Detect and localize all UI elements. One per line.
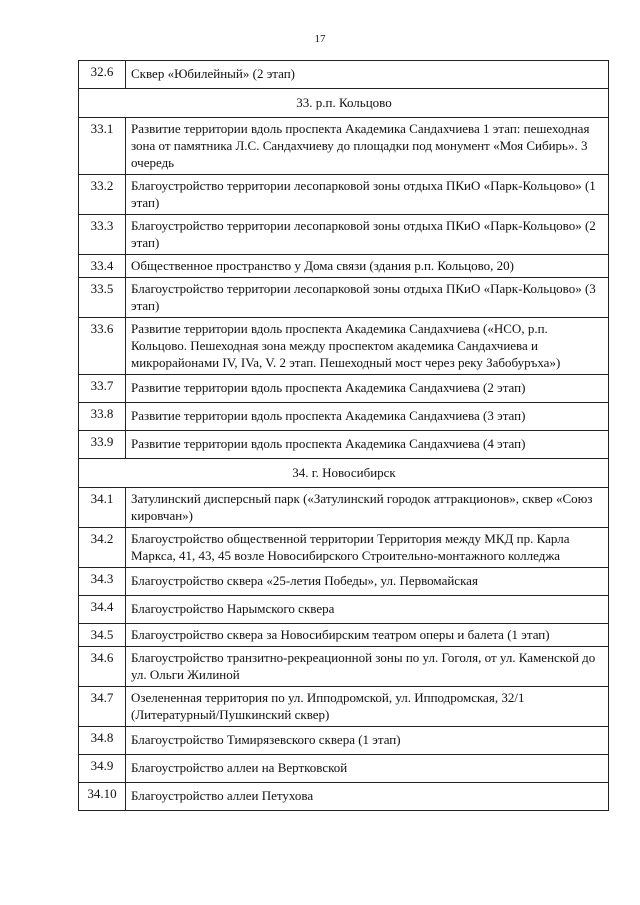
- table-row: [79, 783, 609, 811]
- row-text: Благоустройство сквера «25-летия Победы», ул. Первомайская: [126, 568, 609, 596]
- table-row: [79, 118, 609, 175]
- row-text: Развитие территории вдоль проспекта Академика Сандахчиева (2 этап): [126, 375, 609, 403]
- table-row: [79, 596, 609, 624]
- row-text: Развитие территории вдоль проспекта Академика Сандахчиева 1 этап: пешеходная зона от памятника Л.С. Сандахчиеву до площадки под монумент «Моя Сибирь». 3 очередь: [126, 118, 609, 175]
- section-header-row: [79, 459, 609, 488]
- objects-table: [78, 60, 609, 811]
- row-number: 33.8: [79, 403, 126, 431]
- row-text: Благоустройство аллеи Петухова: [126, 783, 609, 811]
- table-row: [79, 647, 609, 687]
- page-number: 17: [314, 33, 326, 45]
- row-text: Благоустройство Тимирязевского сквера (1 этап): [126, 727, 609, 755]
- row-number: 34.4: [79, 596, 126, 624]
- row-number: 34.5: [79, 624, 126, 647]
- table-row: [79, 175, 609, 215]
- row-number: 34.1: [79, 488, 126, 528]
- row-number: 34.6: [79, 647, 126, 687]
- row-number: 34.9: [79, 755, 126, 783]
- row-number: 34.10: [79, 783, 126, 811]
- row-text: Благоустройство сквера за Новосибирским театром оперы и балета (1 этап): [126, 624, 609, 647]
- table-row: [79, 755, 609, 783]
- table-row: [79, 568, 609, 596]
- table-row: [79, 375, 609, 403]
- row-text: Озелененная территория по ул. Ипподромской, ул. Ипподромская, 32/1 (Литературный/Пушкинский сквер): [126, 687, 609, 727]
- row-number: 33.4: [79, 255, 126, 278]
- row-number: 33.1: [79, 118, 126, 175]
- table-row: [79, 278, 609, 318]
- row-text: Общественное пространство у Дома связи (здания р.п. Кольцово, 20): [126, 255, 609, 278]
- row-text: Сквер «Юбилейный» (2 этап): [126, 61, 609, 89]
- row-number: 33.2: [79, 175, 126, 215]
- row-number: 34.7: [79, 687, 126, 727]
- table-row: [79, 727, 609, 755]
- row-number: 34.2: [79, 528, 126, 568]
- section-title: 34. г. Новосибирск: [79, 459, 609, 488]
- row-number: 33.5: [79, 278, 126, 318]
- row-text: Благоустройство транзитно-рекреационной зоны по ул. Гоголя, от ул. Каменской до ул. Ольги Жилиной: [126, 647, 609, 687]
- table-row: [79, 624, 609, 647]
- table-row: [79, 528, 609, 568]
- row-text: Благоустройство территории лесопарковой зоны отдыха ПКиО «Парк-Кольцово» (3 этап): [126, 278, 609, 318]
- row-text: Благоустройство аллеи на Вертковской: [126, 755, 609, 783]
- table-row: [79, 318, 609, 375]
- row-number: 33.3: [79, 215, 126, 255]
- table-row: [79, 255, 609, 278]
- section-title: 33. р.п. Кольцово: [79, 89, 609, 118]
- table-row: [79, 431, 609, 459]
- row-number: 33.9: [79, 431, 126, 459]
- row-text: Благоустройство общественной территории Территория между МКД пр. Карла Маркса, 41, 43, 45 возле Новосибирского Строительно-монтажного колледжа: [126, 528, 609, 568]
- row-text: Развитие территории вдоль проспекта Академика Сандахчиева (3 этап): [126, 403, 609, 431]
- table-row: [79, 687, 609, 727]
- row-text: Благоустройство территории лесопарковой зоны отдыха ПКиО «Парк-Кольцово» (1 этап): [126, 175, 609, 215]
- row-text: Развитие территории вдоль проспекта Академика Сандахчиева (4 этап): [126, 431, 609, 459]
- table-row: [79, 215, 609, 255]
- row-number: 32.6: [79, 61, 126, 89]
- row-text: Благоустройство Нарымского сквера: [126, 596, 609, 624]
- table-row: [79, 403, 609, 431]
- section-header-row: [79, 89, 609, 118]
- row-text: Затулинский дисперсный парк («Затулинский городок аттракционов», сквер «Союз кировчан»): [126, 488, 609, 528]
- row-number: 34.8: [79, 727, 126, 755]
- row-text: Развитие территории вдоль проспекта Академика Сандахчиева («НСО, р.п. Кольцово. Пешеходная зона между проспектом академика Сандахчиева и микрорайонами IV, IVa, V. 2 этап. Пешеходный мост через реку Забобуръха»): [126, 318, 609, 375]
- row-number: 33.6: [79, 318, 126, 375]
- row-number: 34.3: [79, 568, 126, 596]
- table-row: [79, 61, 609, 89]
- row-number: 33.7: [79, 375, 126, 403]
- row-text: Благоустройство территории лесопарковой зоны отдыха ПКиО «Парк-Кольцово» (2 этап): [126, 215, 609, 255]
- table-row: [79, 488, 609, 528]
